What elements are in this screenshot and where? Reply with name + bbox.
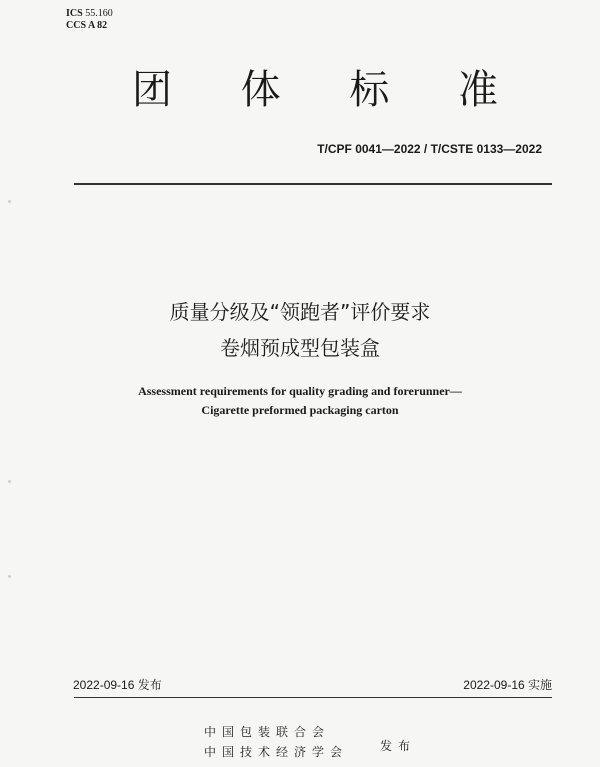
publish-label: 发布 [380, 739, 417, 753]
english-title-line2: Cigarette preformed packaging carton [201, 403, 399, 417]
ccs-value: A 82 [87, 20, 108, 31]
scan-mark [8, 200, 11, 203]
standard-type-char: 体 [240, 67, 281, 113]
ccs-code [66, 20, 113, 32]
standard-type-char: 标 [349, 67, 390, 113]
top-divider [74, 183, 552, 185]
chinese-title-line1: 质量分级及“领跑者”评价要求 [169, 300, 431, 324]
ics-label: ICS [66, 8, 83, 19]
scan-mark [8, 575, 11, 578]
chinese-title [0, 294, 600, 366]
issuer-name: 中国技术经济学会 [204, 745, 349, 759]
implementation-date: 2022-09-16 实施 [463, 678, 552, 692]
ccs-label: CCS [66, 20, 87, 31]
issuer-name: 中国包装联合会 [204, 725, 331, 739]
issue-date: 2022-09-16 发布 [73, 678, 162, 692]
standard-number: T/CPF 0041—2022 / T/CSTE 0133—2022 [317, 142, 542, 156]
scan-mark [8, 480, 11, 483]
ics-value: 55.160 [85, 8, 113, 19]
standard-type-char: 团 [132, 67, 172, 113]
classification-codes [66, 8, 113, 32]
english-title [0, 382, 600, 420]
ics-code [66, 8, 113, 20]
bottom-divider [74, 697, 552, 698]
chinese-title-line2: 卷烟预成型包装盒 [220, 336, 380, 360]
standard-type-char: 准 [457, 67, 498, 113]
english-title-line1: Assessment requirements for quality grading and forerunner— [138, 384, 462, 398]
standard-type-title [132, 64, 498, 116]
issuing-organizations [204, 722, 348, 762]
